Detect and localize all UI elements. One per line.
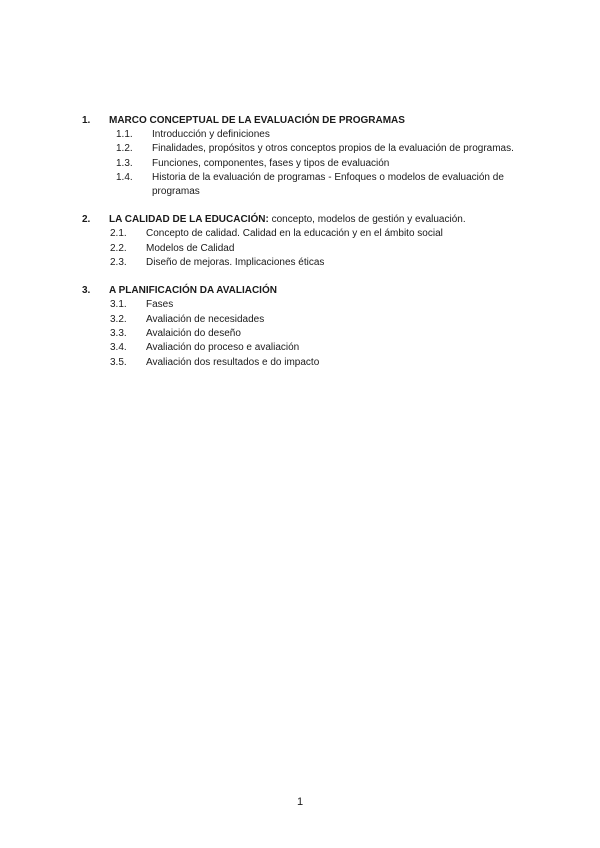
section-title-bold: MARCO CONCEPTUAL DE LA EVALUACIÓN DE PROGRAMAS xyxy=(109,115,405,126)
subsection-item xyxy=(82,327,522,341)
subsection-number: 1.3. xyxy=(116,157,133,169)
section-heading xyxy=(82,114,522,128)
subsection-number: 3.5. xyxy=(110,356,127,368)
section-2 xyxy=(82,213,522,270)
subsection-item xyxy=(82,356,522,370)
section-title xyxy=(109,284,522,298)
subsection-text: Finalidades, propósitos y otros conceptos propios de la evaluación de programas. xyxy=(152,143,514,155)
section-number: 2. xyxy=(82,214,91,226)
subsection-text: Funciones, componentes, fases y tipos de evaluación xyxy=(152,157,390,169)
subsection-list xyxy=(82,227,522,270)
section-title xyxy=(109,213,522,227)
subsection-item xyxy=(82,227,522,241)
subsection-number: 3.4. xyxy=(110,342,127,354)
subsection-text: Avaliación dos resultados e do impacto xyxy=(146,356,320,368)
subsection-text: Avalaición do deseño xyxy=(146,327,241,339)
course-outline xyxy=(82,114,522,384)
subsection-number: 1.4. xyxy=(116,171,133,183)
subsection-number: 1.2. xyxy=(116,143,133,155)
subsection-item xyxy=(82,171,522,200)
subsection-text: Modelos de Calidad xyxy=(146,242,235,254)
section-title-bold: A PLANIFICACIÓN DA AVALIACIÓN xyxy=(109,285,277,297)
subsection-text: Concepto de calidad. Calidad en la educación y en el ámbito social xyxy=(146,228,443,240)
section-title-bold: LA CALIDAD DE LA EDUCACIÓN: xyxy=(109,214,269,226)
section-1 xyxy=(82,114,522,199)
subsection-list xyxy=(82,128,522,199)
subsection-text: Introducción y definiciones xyxy=(152,129,270,140)
section-heading xyxy=(82,213,522,227)
section-title-rest: concepto, modelos de gestión y evaluación. xyxy=(268,214,466,226)
section-number: 3. xyxy=(82,285,91,297)
subsection-item xyxy=(82,313,522,327)
subsection-item xyxy=(82,341,522,355)
subsection-number: 2.1. xyxy=(110,228,127,240)
subsection-item xyxy=(82,298,522,312)
subsection-item xyxy=(82,142,522,156)
section-3 xyxy=(82,284,522,369)
subsection-number: 1.1. xyxy=(116,129,133,140)
subsection-item xyxy=(82,256,522,270)
subsection-text: Avaliación do proceso e avaliación xyxy=(146,342,300,354)
subsection-number: 3.1. xyxy=(110,299,127,311)
section-number: 1. xyxy=(82,115,91,126)
section-heading xyxy=(82,284,522,298)
subsection-text: Fases xyxy=(146,299,174,311)
subsection-text: Avaliación de necesidades xyxy=(146,313,265,325)
page-number: 1 xyxy=(296,796,304,808)
subsection-number: 2.3. xyxy=(110,257,127,269)
subsection-item xyxy=(82,242,522,256)
subsection-text: Diseño de mejoras. Implicaciones éticas xyxy=(146,257,325,269)
subsection-number: 3.3. xyxy=(110,327,127,339)
section-title xyxy=(109,114,522,128)
subsection-text: Historia de la evaluación de programas - Enfoques o modelos de evaluación de programas xyxy=(152,171,504,198)
subsection-item xyxy=(82,128,522,142)
subsection-item xyxy=(82,157,522,171)
subsection-number: 3.2. xyxy=(110,313,127,325)
subsection-list xyxy=(82,298,522,369)
subsection-number: 2.2. xyxy=(110,242,127,254)
